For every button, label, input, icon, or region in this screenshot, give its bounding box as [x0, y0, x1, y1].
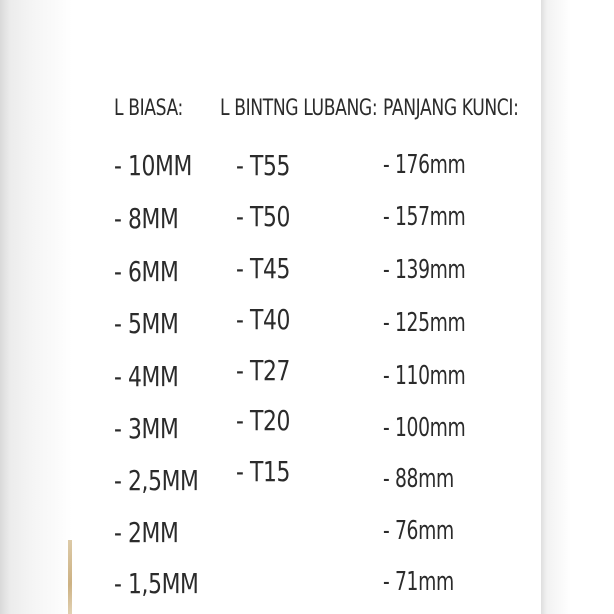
background-left-edge — [0, 0, 72, 614]
biasa-size-item: - 1,5MM — [114, 567, 199, 600]
biasa-size-item: - 6MM — [114, 255, 179, 288]
header-l-biasa: L BIASA: — [114, 96, 183, 121]
bintang-size-item: - T55 — [236, 149, 291, 182]
bintang-size-item: - T45 — [236, 252, 291, 285]
bintang-size-item: - T50 — [236, 200, 291, 233]
panjang-kunci-item: - 176mm — [383, 150, 466, 180]
biasa-size-item: - 8MM — [114, 202, 179, 235]
panjang-kunci-item: - 88mm — [383, 464, 454, 494]
biasa-size-item: - 5MM — [114, 307, 179, 340]
bintang-size-item: - T40 — [236, 303, 291, 336]
panjang-kunci-item: - 71mm — [383, 567, 454, 597]
biasa-size-item: - 2MM — [114, 516, 179, 549]
biasa-size-item: - 2,5MM — [114, 464, 199, 497]
bintang-size-item: - T20 — [236, 404, 291, 437]
panjang-kunci-item: - 110mm — [383, 361, 466, 391]
header-l-bintang-lubang: L BINTNG LUBANG: — [220, 96, 378, 121]
biasa-size-item: - 4MM — [114, 360, 179, 393]
panjang-kunci-item: - 76mm — [383, 516, 454, 546]
biasa-size-item: - 10MM — [114, 149, 192, 182]
panjang-kunci-item: - 157mm — [383, 202, 466, 232]
background-right-edge — [541, 0, 614, 614]
biasa-size-item: - 3MM — [114, 412, 179, 445]
bintang-size-item: - T27 — [236, 354, 291, 387]
header-panjang-kunci: PANJANG KUNCI: — [383, 96, 519, 121]
panjang-kunci-item: - 125mm — [383, 308, 466, 338]
bintang-size-item: - T15 — [236, 455, 291, 488]
panjang-kunci-item: - 100mm — [383, 413, 466, 443]
panjang-kunci-item: - 139mm — [383, 255, 466, 285]
